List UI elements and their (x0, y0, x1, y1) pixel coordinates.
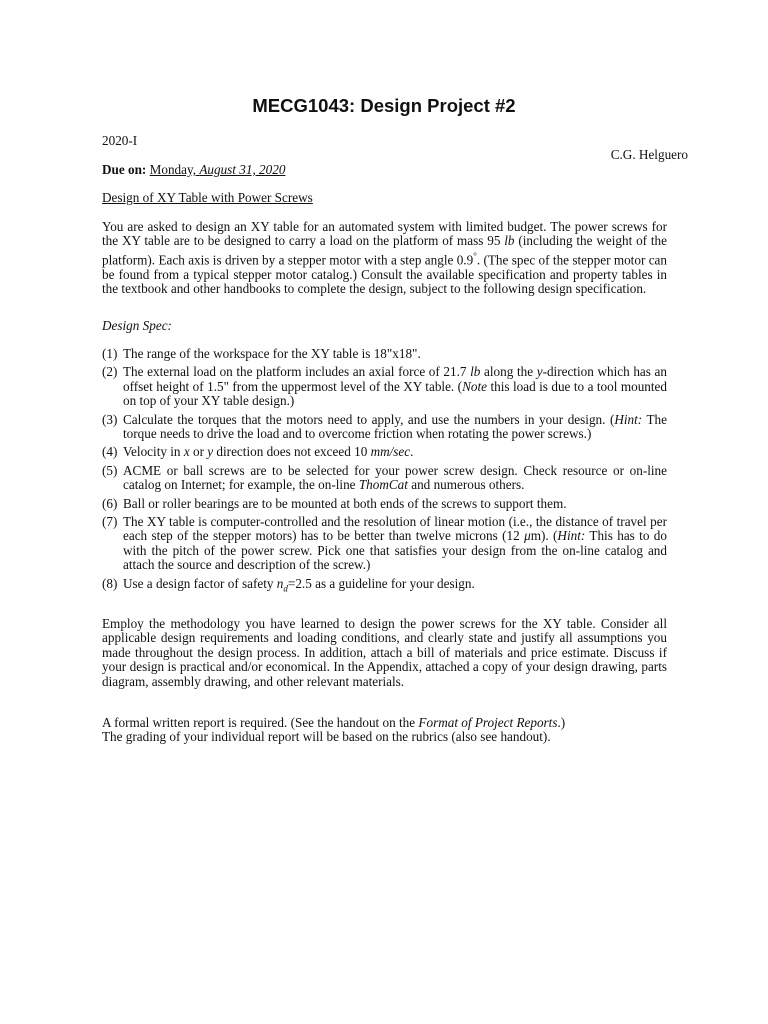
intro-text-1: You are asked to design an XY table for an automated system with limited budget. The power screws for the XY table are to be designed to carry a load on the platform of mass 95 (102, 219, 667, 249)
spec-text: The XY table is computer-controlled and the resolution of linear motion (i.e., the distance of travel per each step of the stepper motors) has to be better than twelve microns (12 (123, 514, 667, 544)
axis-y: y (536, 364, 543, 380)
spec-text: direction does not exceed 10 (213, 444, 371, 460)
spec-text: ACME or ball screws are to be selected for your power screw design. Check resource or on-line catalog on Internet; for example, the on-line (123, 462, 667, 493)
spec-text: Ball or roller bearings are to be mounted at both ends of the screws to support them. (123, 495, 567, 511)
hint-label: Hint: (557, 528, 586, 544)
spec-item-2 (102, 365, 667, 408)
spec-number: (2) (102, 364, 118, 380)
page-title: MECG1043: Design Project #2 (252, 95, 516, 116)
degree-sign: ° (473, 250, 477, 261)
safety-factor-symbol: n (276, 575, 284, 591)
spec-text: The external load on the platform includes an axial force of 21.7 (123, 364, 471, 380)
due-date-line (102, 163, 285, 177)
spec-text: along the (480, 364, 537, 380)
spec-item-1 (102, 347, 667, 361)
intro-paragraph (102, 220, 667, 296)
spec-item-8 (102, 577, 667, 596)
note-label: Note (462, 378, 487, 394)
axis-x: x (183, 444, 190, 460)
spec-text: or (189, 444, 208, 460)
report-text-1: A formal written report is required. (See the handout on the (102, 715, 419, 730)
design-spec-heading: Design Spec: (102, 318, 172, 333)
spec-text: . (410, 444, 414, 460)
spec-number: (5) (102, 462, 118, 478)
spec-number: (1) (102, 346, 118, 361)
spec-item-3 (102, 413, 667, 442)
spec-number: (3) (102, 411, 118, 427)
spec-number: (6) (102, 495, 118, 511)
spec-item-4 (102, 445, 667, 459)
report-grading-line: The grading of your individual report will be based on the rubrics (also see handout). (102, 729, 551, 745)
spec-item-5 (102, 464, 667, 493)
unit-lb: lb (504, 233, 515, 249)
due-date-value: August 31, 2020 (199, 162, 286, 177)
methodology-paragraph: Employ the methodology you have learned to design the power screws for the XY table. Consider all applicable design requirements and loading conditions, and clearly state and justify all assumptions you made throughout the design process. In addition, attach a bill of materials and price estimate. Discuss if your design is practical and/or economical. In the Appendix, attached a copy of your design drawing, parts diagram, assembly drawing, and other relevant materials. (102, 616, 667, 689)
spec-text: The torque needs to drive the load and to overcome friction when rotating the power screws.) (123, 411, 667, 442)
spec-text: Velocity in (123, 444, 184, 460)
report-text-2: .) (557, 715, 566, 730)
spec-item-6 (102, 497, 667, 511)
hint-label: Hint: (614, 411, 643, 427)
safety-factor-subscript: d (283, 583, 288, 594)
spec-item-7 (102, 515, 667, 573)
author-name: C.G. Helguero (610, 147, 688, 162)
intro-text-3: . (The spec of the stepper motor can be found from a typical stepper motor catalog.) Consult the available specification and property tables in the textbook and other handbooks to complete the design, subject to the following design specification. (102, 252, 668, 297)
unit-velocity: mm/sec (370, 444, 411, 460)
spec-text: Calculate the torques that the motors need to apply, and use the numbers in your design. ( (123, 411, 615, 427)
thomcat-name: ThomCat (358, 477, 408, 493)
spec-text: this load is due to a tool mounted on top of your XY table design.) (123, 378, 668, 409)
report-paragraph (102, 716, 692, 745)
spec-text: m). ( (530, 528, 558, 544)
design-spec-list (102, 347, 667, 600)
spec-text: -direction which has an offset height of 1.5" from the uppermost level of the XY table. ( (123, 364, 667, 394)
spec-number: (4) (102, 444, 118, 460)
spec-text: Use a design factor of safety (123, 575, 277, 591)
spec-number: (8) (102, 575, 118, 591)
format-title: Format of Project Reports (418, 715, 558, 730)
axis-y: y (207, 444, 214, 460)
spec-text: This has to do with the pitch of the power screw. Pick one that satisfies your design from the on-line catalog and attach the source and description of the screw.) (123, 528, 667, 573)
spec-text: and numerous others. (407, 477, 525, 493)
micro-symbol: μ (524, 528, 531, 544)
intro-text-2: (including the weight of the platform). Each axis is driven by a stepper motor with a step angle 0.9 (102, 233, 667, 268)
due-day: Monday, (149, 162, 200, 177)
section-subtitle: Design of XY Table with Power Screws (102, 190, 313, 205)
spec-number: (7) (102, 514, 118, 530)
spec-text: The range of the workspace for the XY table is 18"x18". (123, 346, 421, 361)
due-date (150, 162, 286, 177)
unit-lb: lb (470, 364, 481, 380)
semester-label: 2020-I (102, 133, 138, 148)
due-label: Due on: (102, 162, 147, 177)
spec-text: =2.5 as a guideline for your design. (287, 575, 475, 591)
